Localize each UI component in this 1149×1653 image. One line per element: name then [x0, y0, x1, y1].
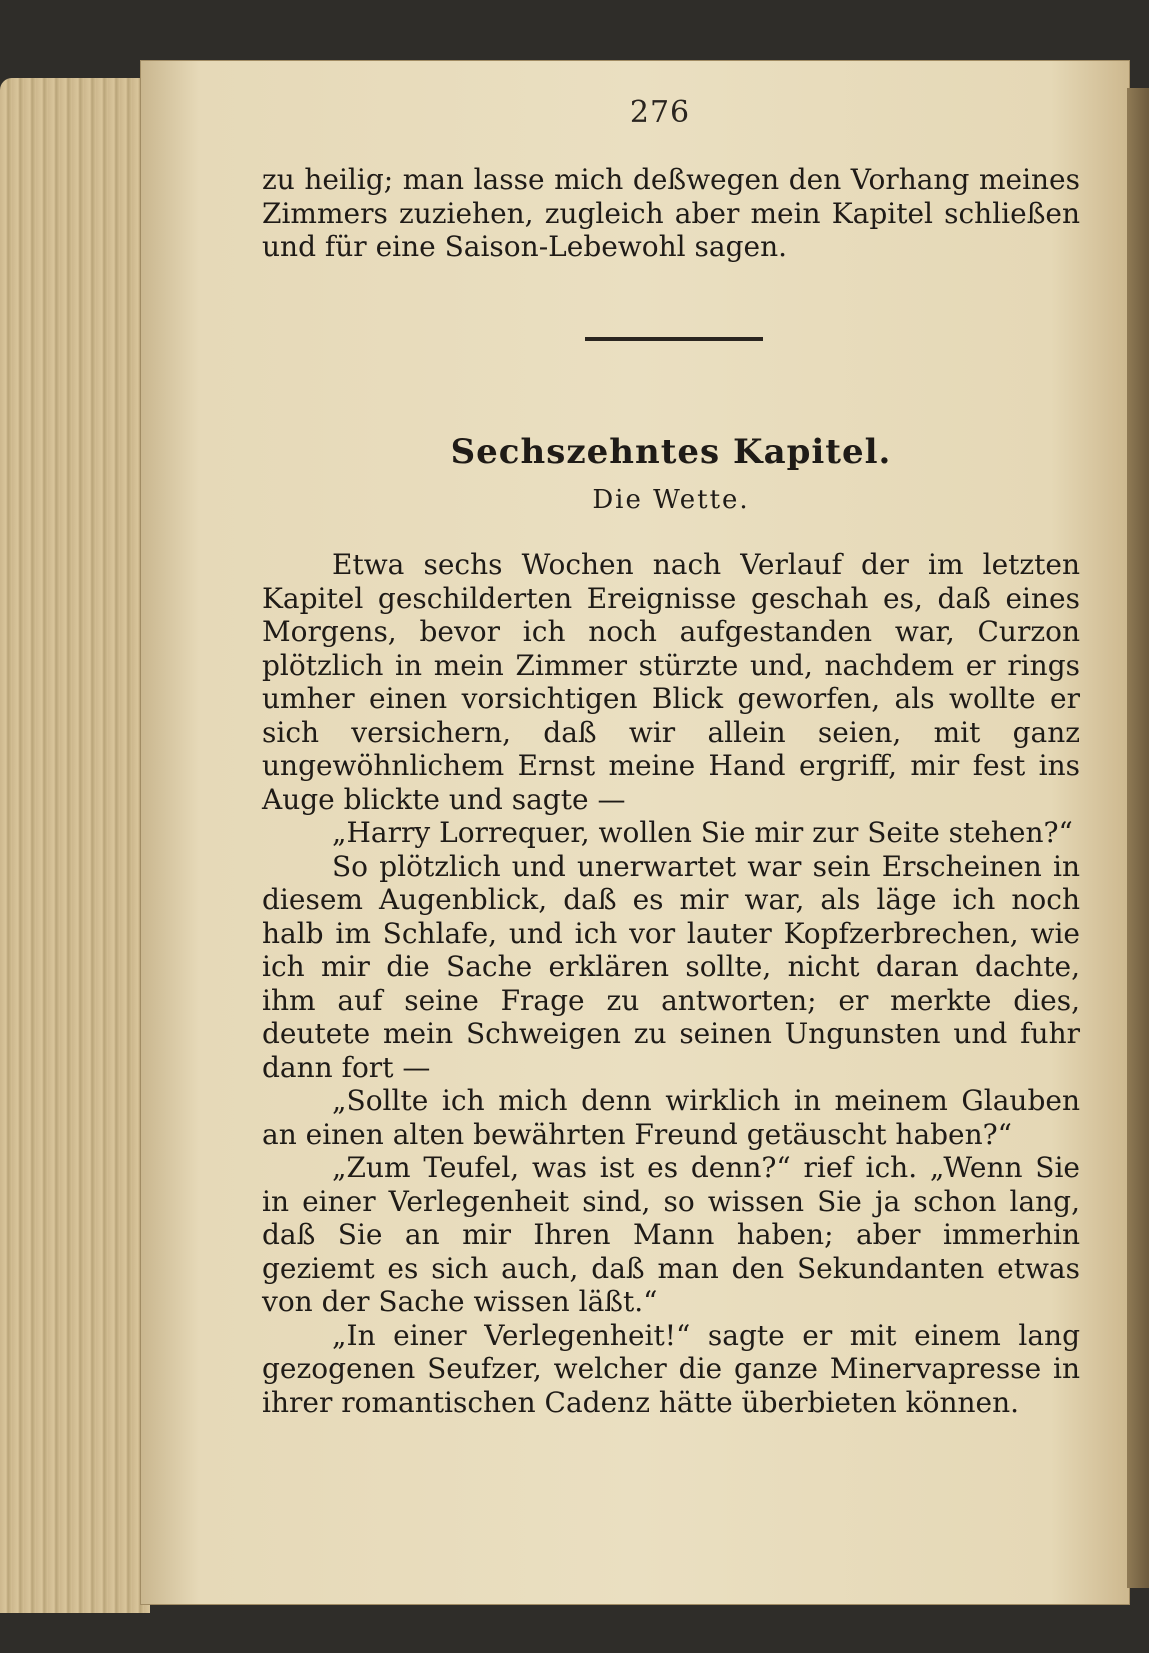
paragraph: „Harry Lorrequer, wollen Sie mir zur Seite stehen?“	[332, 816, 1073, 849]
paragraph: Etwa sechs Wochen nach Verlauf der im letzten Kapitel geschilderten Ereignisse geschah es, daß eines Morgens, bevor ich noch aufgestanden war, Curzon plötzlich in mein Zimmer stürzte und, nachdem er rings umher einen vorsichtigen Blick geworfen, als wollte er sich versichern, daß wir allein seien, mit ganz ungewöhnlichem Ernst meine Hand ergriff, mir fest ins Auge blickte und sagte —	[262, 548, 1080, 816]
page-number: 276	[629, 95, 691, 130]
opening-text	[262, 163, 1080, 264]
paragraph: „In einer Verlegenheit!“ sagte er mit einem lang gezogenen Seufzer, welcher die ganze Minervapresse in ihrer romantischen Cadenz hätte überbieten können.	[262, 1318, 1080, 1419]
paragraph: „Zum Teufel, was ist es denn?“ rief ich. „Wenn Sie in einer Verlegenheit sind, so wissen Sie ja schon lang, daß Sie an mir Ihren Mann haben; aber immerhin geziemt es sich auch, daß man den Sekundanten etwas von der Sache wissen läßt.“	[262, 1151, 1080, 1318]
paragraph: So plötzlich und unerwartet war sein Erscheinen in diesem Augenblick, daß es mir war, als läge ich noch halb im Schlafe, und ich vor lauter Kopfzerbrechen, wie ich mir die Sache erklären sollte, nicht daran dachte, ihm auf seine Frage zu antworten; er merkte dies, deutete mein Schweigen zu seinen Ungunsten und fuhr dann fort —	[262, 849, 1080, 1084]
book-gutter	[1127, 88, 1149, 1588]
chapter-title: Sechszehntes Kapitel.	[450, 432, 892, 472]
opening-paragraph: zu heilig; man lasse mich deßwegen den Vorhang meines Zimmers zuziehen, zugleich aber mein Kapitel schließen und für eine Saison-Lebewohl sagen.	[262, 163, 1080, 263]
chapter-body	[262, 548, 1080, 1419]
section-divider	[585, 337, 763, 341]
paragraph: „Sollte ich mich denn wirklich in meinem Glauben an einen alten bewährten Freund getäuscht haben?“	[262, 1084, 1080, 1151]
page-edges	[0, 78, 150, 1613]
chapter-subtitle: Die Wette.	[592, 485, 750, 515]
